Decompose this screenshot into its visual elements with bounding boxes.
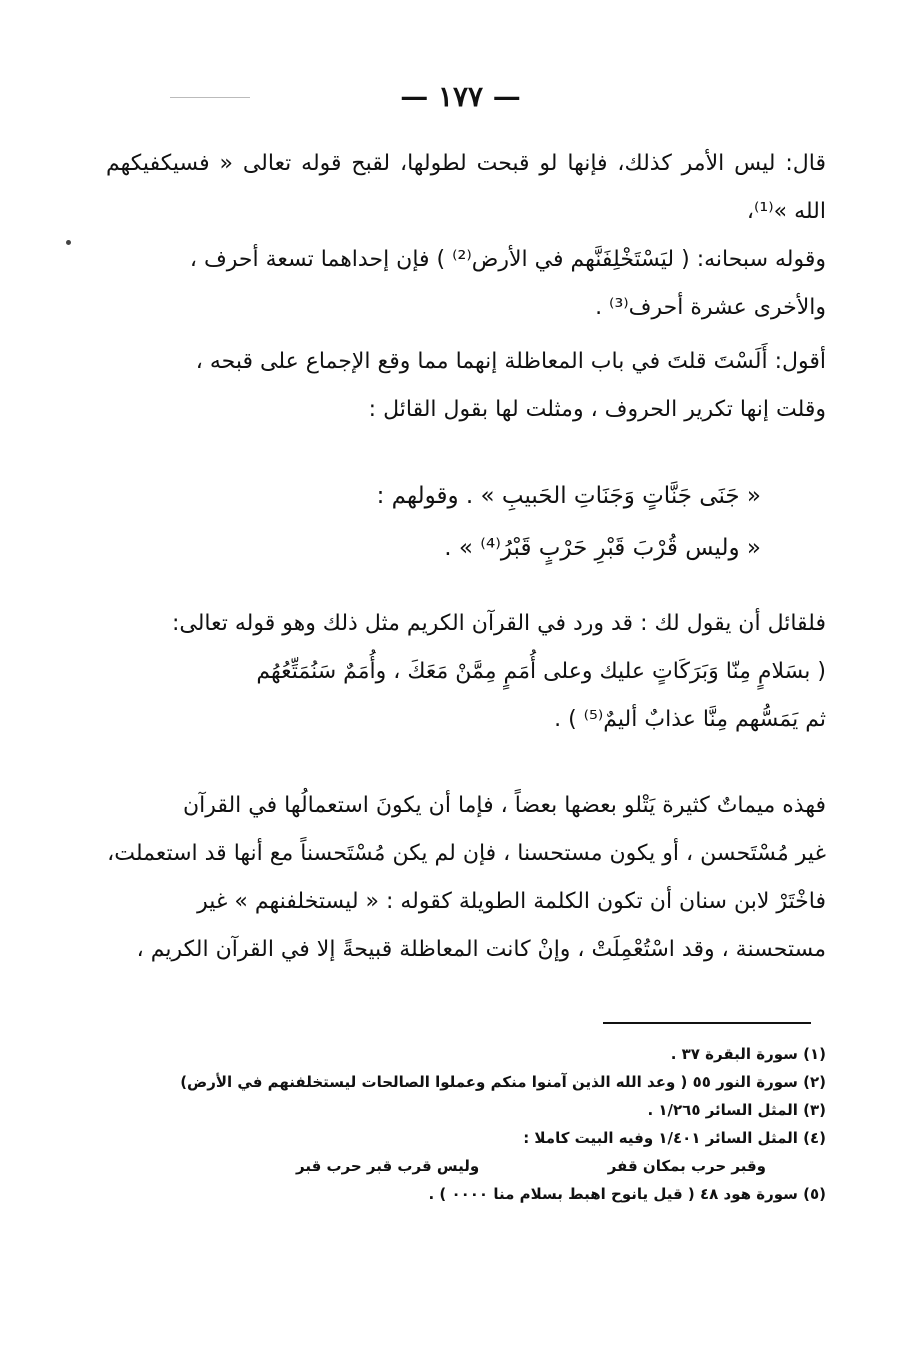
footnotes [146, 1040, 826, 1208]
poem-right-hemistich: وقبر حرب بمكان قفر [607, 1157, 766, 1175]
text-line: فاخْتَرْ لابن سنان أن تكون الكلمة الطويلة كقوله : « ليستخلفنهم » غير [197, 889, 826, 914]
paragraph-1 [106, 140, 826, 332]
footnote-5: (٥) سورة هود ٤٨ ( قيل يانوح اهبط بسلام منا ٠٠٠٠ ) . [428, 1185, 826, 1203]
text-line: وقلت إنها تكرير الحروف ، ومثلت لها بقول القائل : [368, 397, 826, 422]
text-line: وقوله سبحانه: ( ليَسْتَخْلِفَنَّهم في الأرض⁽²⁾ ) فإن إحداهما تسعة أحرف ، [189, 247, 826, 272]
paragraph-4 [106, 782, 826, 974]
verse-line: « وليس قُرْبَ قَبْرِ حَرْبٍ قَبْرُ⁽⁴⁾ » . [444, 535, 761, 561]
footnote-separator [603, 1022, 811, 1024]
paragraph-3 [106, 600, 826, 744]
scan-mark [170, 97, 250, 98]
text-line: غير مُسْتَحسن ، أو يكون مستحسنا ، فإن لم يكن مُسْتَحسناً مع أنها قد استعملت، [107, 841, 826, 866]
text-line: فلقائل أن يقول لك : قد ورد في القرآن الكريم مثل ذلك وهو قوله تعالى: [171, 611, 826, 636]
poem-left-hemistich: وليس قرب قبر حرب قبر [296, 1157, 480, 1175]
text-line: والأخرى عشرة أحرف⁽³⁾ . [595, 295, 826, 320]
text-line: مستحسنة ، وقد اسْتُعْمِلَتْ ، وإنْ كانت المعاظلة قبيحةً إلا في القرآن الكريم ، [136, 937, 826, 962]
page-number: — ١٧٧ — [400, 80, 521, 113]
text-line: فهذه ميماتٌ كثيرة يَتْلو بعضها بعضاً ، فإما أن يكونَ استعمالُها في القرآن [182, 793, 826, 818]
text-line: أقول: أَلَسْتَ قلتَ في باب المعاظلة إنهما مما وقع الإجماع على قبحه ، [195, 349, 826, 374]
text-line: قال: ليس الأمر كذلك، فإنها لو قبحت لطولها، لقبح قوله تعالى « فسيكفيكهم الله »⁽¹⁾، [106, 151, 826, 224]
footnote-poem [146, 1152, 826, 1180]
quoted-verses [161, 470, 761, 574]
footnote-3: (٣) المثل السائر ١/٢٦٥ . [647, 1101, 826, 1119]
text-line: ( بسَلامٍ مِنّا وَبَرَكَاتٍ عليك وعلى أُمَمٍ مِمَّنْ مَعَكَ ، وأُمَمٌ سَنُمَتِّعُهُم [256, 659, 826, 684]
footnote-1: (١) سورة البقرة ٣٧ . [670, 1045, 826, 1063]
footnote-2: (٢) سورة النور ٥٥ ( وعد الله الذين آمنوا منكم وعملوا الصالحات ليستخلفنهم في الأرض) [180, 1073, 826, 1091]
footnote-4: (٤) المثل السائر ١/٤٠١ وفيه البيت كاملا : [523, 1129, 826, 1147]
scan-speck [66, 240, 71, 245]
verse-line: « جَنَى جَنَّاتٍ وَجَنَاتِ الحَبيبِ » . وقولهم : [376, 483, 761, 509]
paragraph-2 [106, 338, 826, 434]
text-line: ثم يَمَسُّهم مِنَّا عذابٌ أليمٌ⁽⁵⁾ ) . [554, 707, 826, 732]
